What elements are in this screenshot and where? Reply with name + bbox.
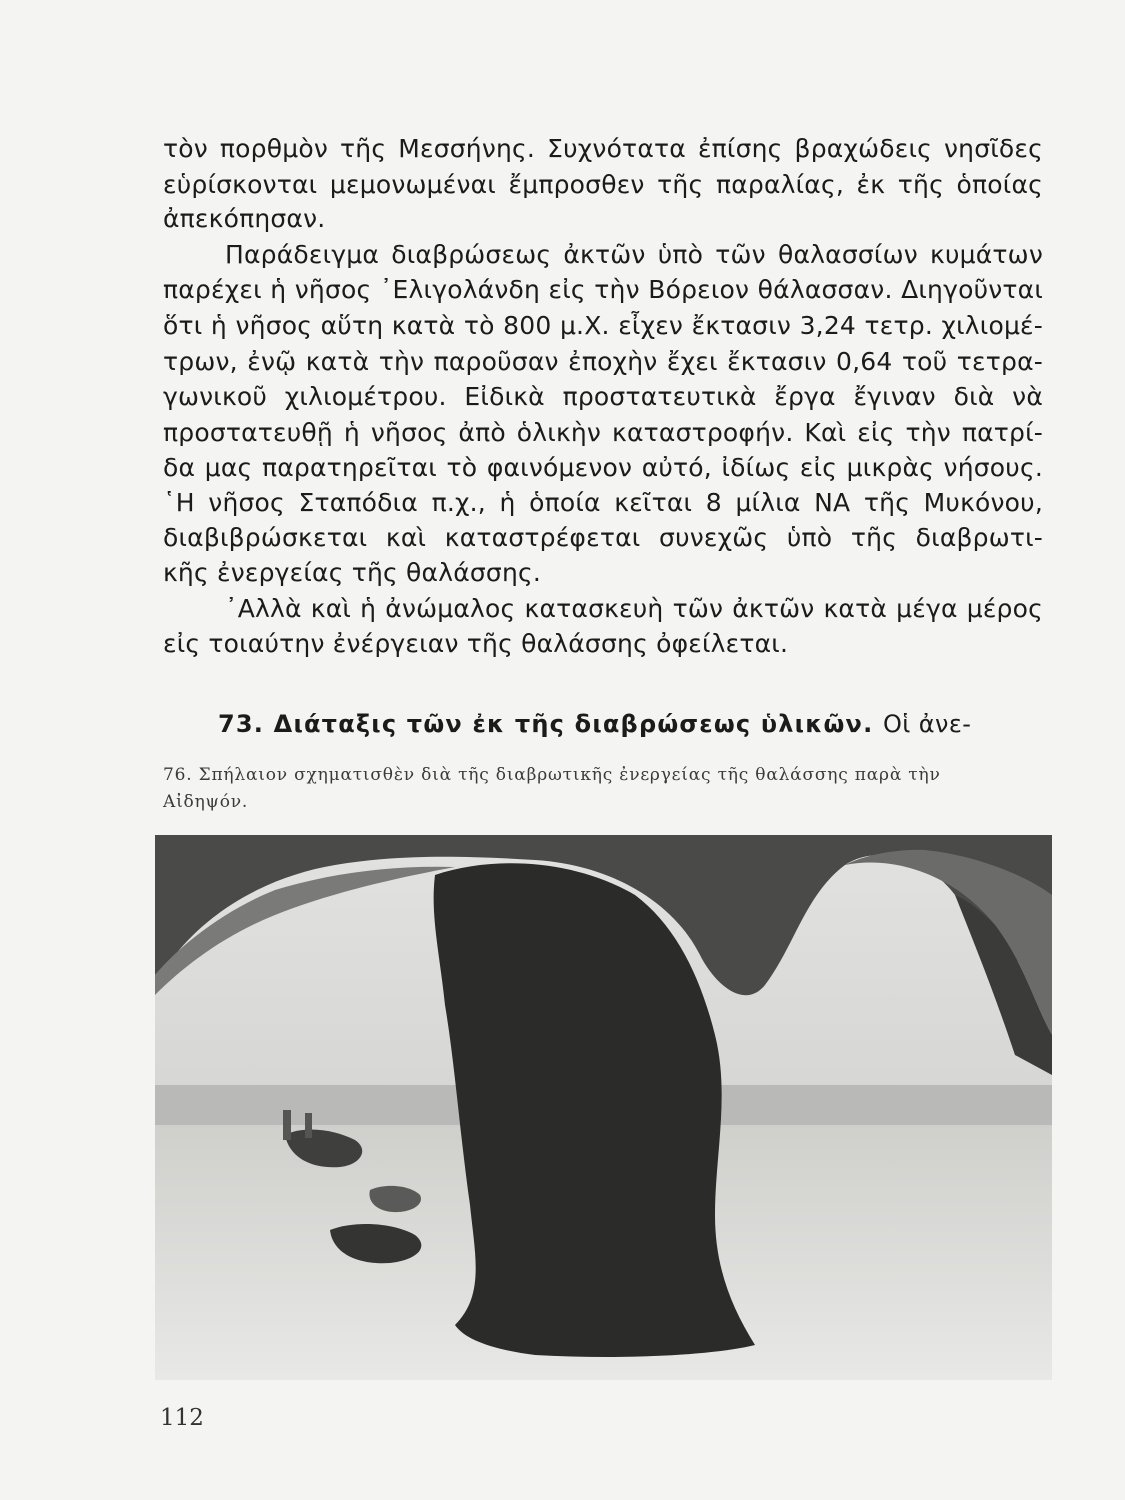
- body-line-3: ἀπεκόπησαν.: [163, 204, 326, 233]
- body-line-12: διαβιβρώσκεται καὶ καταστρέφεται συνεχῶς ὑπὸ τῆς διαβρωτι-: [163, 523, 1043, 552]
- body-line-15: εἰς τοιαύτην ἐνέργειαν τῆς θαλάσσης ὀφείλεται.: [163, 629, 789, 658]
- body-line-13: κῆς ἐνεργείας τῆς θαλάσσης.: [163, 558, 542, 587]
- section-heading-title: 73. Διάταξις τῶν ἐκ τῆς διαβρώσεως ὑλικῶν.: [218, 710, 874, 738]
- body-line-8: γωνικοῦ χιλιομέτρου. Εἰδικὰ προστατευτικὰ ἔργα ἔγιναν διὰ νὰ: [163, 382, 1043, 411]
- figure-on-beach-2: [305, 1113, 312, 1138]
- sea-cave-illustration: [155, 835, 1052, 1380]
- body-line-7: τρων, ἐνῷ κατὰ τὴν παροῦσαν ἐποχὴν ἔχει ἔκτασιν 0,64 τοῦ τετρα-: [163, 347, 1043, 376]
- body-line-1: τὸν πορθμὸν τῆς Μεσσήνης. Συχνότατα ἐπίσης βραχώδεις νησῖδες: [163, 134, 1043, 163]
- body-line-5: παρέχει ἡ νῆσος ᾿Ελιγολάνδη εἰς τὴν Βόρειον θάλασσαν. Διηγοῦνται: [163, 275, 1043, 304]
- sea-cave-photograph: [155, 835, 1052, 1380]
- figure-caption-line-1: 76. Σπήλαιον σχηματισθὲν διὰ τῆς διαβρωτικῆς ἐνεργείας τῆς θαλάσσης παρὰ τὴν: [163, 765, 941, 785]
- body-line-4: Παράδειγμα διαβρώσεως ἀκτῶν ὑπὸ τῶν θαλασσίων κυμάτων: [225, 240, 1043, 269]
- body-line-10: δα μας παρατηρεῖται τὸ φαινόμενον αὐτό, ἰδίως εἰς μικρὰς νήσους.: [163, 453, 1043, 482]
- section-heading: [218, 707, 1043, 741]
- body-line-2: εὑρίσκονται μεμονωμέναι ἔμπροσθεν τῆς παραλίας, ἐκ τῆς ὁποίας: [163, 170, 1043, 199]
- body-line-6: ὅτι ἡ νῆσος αὕτη κατὰ τὸ 800 μ.Χ. εἶχεν ἔκτασιν 3,24 τετρ. χιλιομέ-: [163, 311, 1043, 340]
- figure-on-beach: [283, 1110, 291, 1140]
- body-line-9: προστατευθῇ ἡ νῆσος ἀπὸ ὁλικὴν καταστροφήν. Καὶ εἰς τὴν πατρί-: [163, 418, 1043, 447]
- section-heading-continuation: Οἱ ἀνε-: [882, 710, 972, 738]
- body-line-14: ᾿Αλλὰ καὶ ἡ ἀνώμαλος κατασκευὴ τῶν ἀκτῶν κατὰ μέγα μέρος: [225, 594, 1043, 623]
- figure-caption-line-2: Αἰδηψόν.: [163, 792, 249, 812]
- body-line-11: ῾Η νῆσος Σταπόδια π.χ., ἡ ὁποία κεῖται 8 μίλια ΝΑ τῆς Μυκόνου,: [163, 488, 1043, 517]
- page-number: 112: [160, 1405, 204, 1431]
